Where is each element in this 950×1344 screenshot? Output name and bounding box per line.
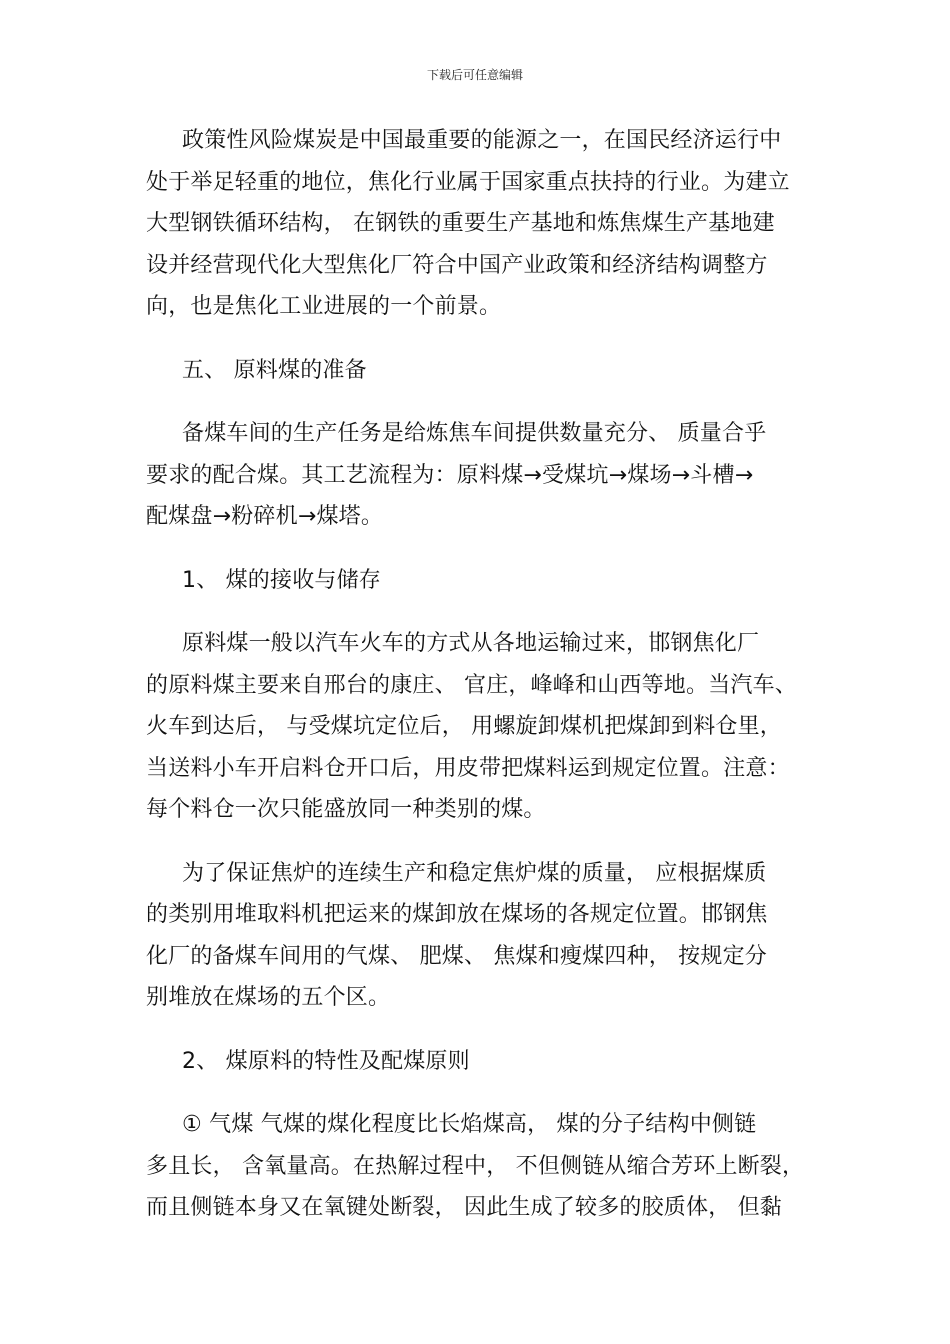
text-line: 设并经营现代化大型焦化厂符合中国产业政策和经济结构调整方 xyxy=(146,252,768,278)
subsection-heading-2 xyxy=(146,1041,826,1083)
text-line: 配煤盘→粉碎机→煤塔。 xyxy=(146,504,384,529)
text-line: 而且侧链本身又在氧键处断裂， 因此生成了较多的胶质体， 但黏 xyxy=(146,1195,782,1220)
text-line: 原料煤一般以汽车火车的方式从各地运输过来，邯钢焦化厂 xyxy=(182,631,760,656)
text-line: 要求的配合煤。其工艺流程为：原料煤→受煤坑→煤场→斗槽→ xyxy=(146,462,754,488)
text-line: 的原料煤主要来自邢台的康庄、 官庄，峰峰和山西等地。当汽车、 xyxy=(146,672,797,698)
subsection-heading-1 xyxy=(146,560,826,602)
text-line: 大型钢铁循环结构， 在钢铁的重要生产基地和炼焦煤生产基地建 xyxy=(146,211,775,236)
section-heading-5 xyxy=(146,350,826,392)
paragraph-gas-coal xyxy=(146,1104,826,1229)
text-line: 处于举足轻重的地位，焦化行业属于国家重点扶持的行业。为建立 xyxy=(146,169,790,195)
paragraph-coal-storage xyxy=(146,853,826,1019)
text-line: 每个料仓一次只能盛放同一种类别的煤。 xyxy=(146,797,546,822)
text-line: 化厂的备煤车间用的气煤、 肥煤、 焦煤和瘦煤四种， 按规定分 xyxy=(146,943,767,969)
text-line: 为了保证焦炉的连续生产和稳定焦炉煤的质量， 应根据煤质 xyxy=(182,860,767,886)
text-line: 向，也是焦化工业进展的一个前景。 xyxy=(146,294,502,319)
text-line: ① 气煤 气煤的煤化程度比长焰煤高， 煤的分子结构中侧链 xyxy=(182,1112,757,1137)
text-line: 别堆放在煤场的五个区。 xyxy=(146,985,391,1010)
heading-text: 五、 原料煤的准备 xyxy=(182,357,367,383)
heading-text: 2、 煤原料的特性及配煤原则 xyxy=(182,1048,470,1074)
paragraph-policy-risk xyxy=(146,120,826,328)
paragraph-coal-prep xyxy=(146,413,826,538)
text-line: 火车到达后， 与受煤坑定位后， 用螺旋卸煤机把煤卸到料仓里， xyxy=(146,714,782,739)
text-line: 备煤车间的生产任务是给炼焦车间提供数量充分、 质量合乎 xyxy=(182,421,767,446)
text-line: 的类别用堆取料机把运来的煤卸放在煤场的各规定位置。邯钢焦 xyxy=(146,902,768,927)
page-header: 下载后可任意编辑 xyxy=(426,68,523,82)
text-line: 政策性风险煤炭是中国最重要的能源之一，在国民经济运行中 xyxy=(182,128,782,153)
paragraph-coal-receiving xyxy=(146,623,826,831)
text-line: 多且长， 含氧量高。在热解过程中， 不但侧链从缩合芳环上断裂， xyxy=(146,1153,805,1179)
text-line: 当送料小车开启料仓开口后，用皮带把煤料运到规定位置。注意： xyxy=(146,755,790,781)
document-body xyxy=(146,120,826,1251)
heading-text: 1、 煤的接收与储存 xyxy=(182,567,381,593)
